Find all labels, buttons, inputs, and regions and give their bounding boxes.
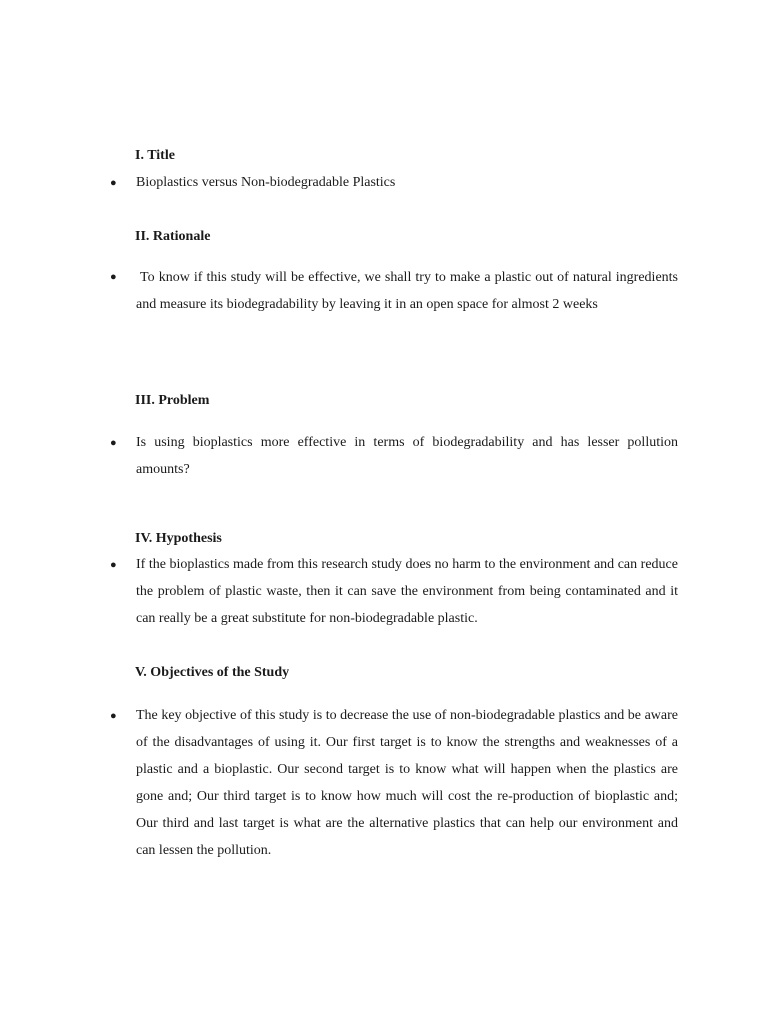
objectives-text: The key objective of this study is to decrease the use of non-biodegradable plastics and be aware of the disadvantages of using it. Our first target is to know the strengths and weaknesses of a plastic and a bioplastic. Our second target is to know what will happen when the plastics are gone and; Our third target is to know how much will cost the re-production of bioplastic and; Our third and last target is what are the alternative plastics that can help our environment and can lessen the pollution. xyxy=(136,708,678,858)
bullet-icon: ● xyxy=(110,271,117,283)
bullet-icon: ● xyxy=(110,177,117,189)
section-objectives-heading: V. Objectives of the Study xyxy=(135,665,290,680)
section-rationale-heading: II. Rationale xyxy=(135,229,211,244)
bullet-icon: ● xyxy=(110,437,117,449)
section-title-heading: I. Title xyxy=(135,148,175,163)
bullet-icon: ● xyxy=(110,710,117,722)
bullet-icon: ● xyxy=(110,559,117,571)
rationale-text: To know if this study will be effective, we shall try to make a plastic out of natural ingredients and measure its biodegradability by leaving it in an open space for almost 2 weeks xyxy=(136,270,678,312)
section-problem-heading: III. Problem xyxy=(135,393,210,408)
hypothesis-text: If the bioplastics made from this research study does no harm to the environment and can reduce the problem of plastic waste, then it can save the environment from being contaminated and it can really be a great substitute for non-biodegradable plastic. xyxy=(136,557,678,626)
section-hypothesis-heading: IV. Hypothesis xyxy=(135,531,222,546)
title-text: Bioplastics versus Non-biodegradable Plastics xyxy=(136,175,396,190)
problem-text: Is using bioplastics more effective in terms of biodegradability and has lesser pollution amounts? xyxy=(136,435,678,477)
